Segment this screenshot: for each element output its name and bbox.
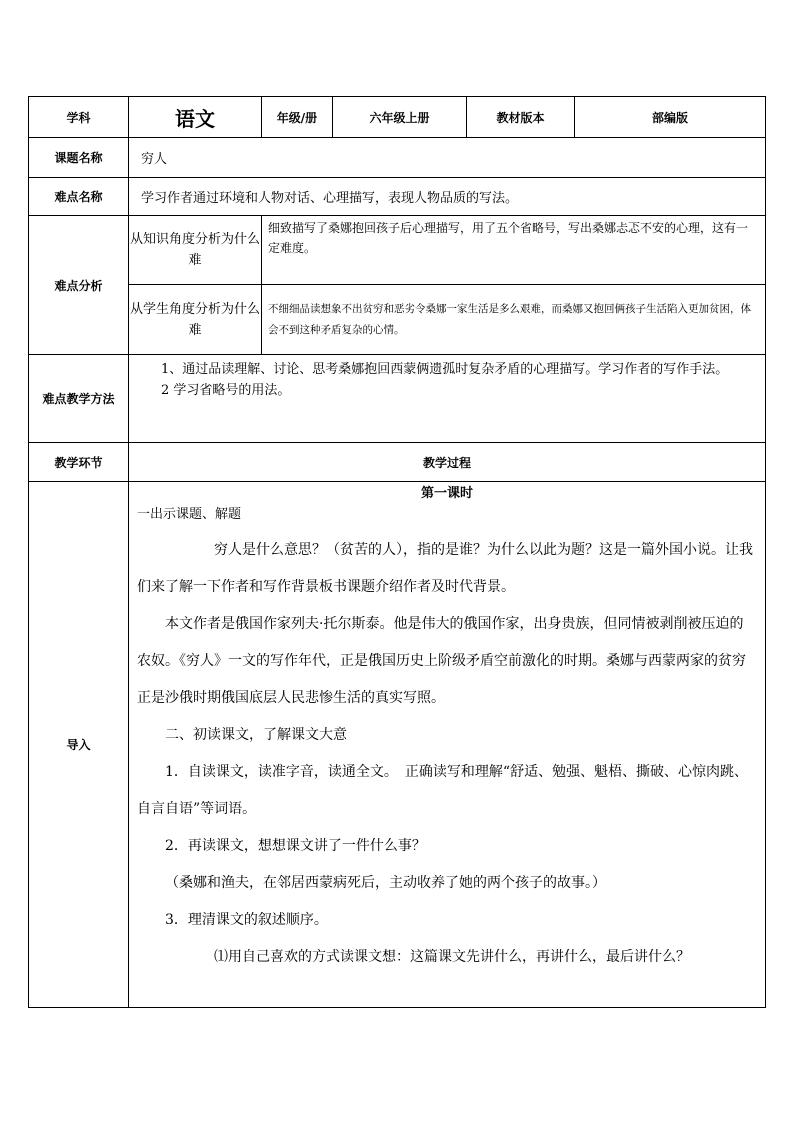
reading-step-3-sub: ⑴用自己喜欢的方式读课文想：这篇课文先讲什么，再讲什么，最后讲什么？ xyxy=(214,949,690,965)
reading-step-2-answer: （桑娜和渔夫，在邻居西蒙病死后，主动收养了她的两个孩子的故事。） xyxy=(165,875,606,891)
analysis-knowledge-row xyxy=(29,216,766,285)
reading-step-1: 1．自读课文，读准字音，读通全文。 正确读写和理解“舒适、勉强、魁梧、撕破、心惊肉跳、自言自语”等词语。 xyxy=(137,764,749,817)
difficulty-value: 学习作者通过环境和人物对话、心理描写，表现人物品质的写法。 xyxy=(129,178,766,216)
process-label: 教学过程 xyxy=(129,443,766,482)
topic-row xyxy=(29,138,766,178)
knowledge-angle-label: 从知识角度分析为什么难 xyxy=(129,216,262,285)
section-2-title: 二、初读课文，了解课文大意 xyxy=(165,727,347,743)
grade-value: 六年级上册 xyxy=(333,97,467,138)
analysis-label: 难点分析 xyxy=(29,216,129,355)
method-line-1: 1、通过品读理解、讨论、思考桑娜抱回西蒙俩遗孤时复杂矛盾的心理描写。学习作者的写作手法。 xyxy=(161,362,729,377)
reading-step-2: 2．再读课文，想想课文讲了一件什么事？ xyxy=(165,838,426,854)
intro-row xyxy=(29,482,766,1008)
method-line-2: 2 学习省略号的用法。 xyxy=(161,383,291,398)
method-content xyxy=(129,355,766,443)
intro-paragraph-2: 本文作者是俄国作家列夫·托尔斯泰。他是伟大的俄国作家，出身贵族，但同情被剥削被压迫的农奴。《穷人》一文的写作年代，正是俄国历史上阶级矛盾空前激化的时期。桑娜与西蒙两家的贫穷正是沙俄时期俄国底层人民悲惨生活的真实写照。 xyxy=(137,616,746,706)
student-angle-text: 不细细品读想象不出贫穷和恶劣令桑娜一家生活是多么艰难，而桑娜又抱回俩孩子生活陷入更加贫困，体会不到这种矛盾复杂的心情。 xyxy=(262,285,766,355)
grade-label: 年级/册 xyxy=(262,97,333,138)
edition-value: 部编版 xyxy=(575,97,766,138)
intro-content xyxy=(129,482,766,1008)
reading-step-3: 3．理清课文的叙述顺序。 xyxy=(165,912,328,928)
process-header-row xyxy=(29,443,766,482)
knowledge-angle-text: 细致描写了桑娜抱回孩子后心理描写，用了五个省略号，写出桑娜忐忑不安的心理，这有一定难度。 xyxy=(262,216,766,285)
subject-value: 语文 xyxy=(129,97,262,138)
student-angle-label: 从学生角度分析为什么难 xyxy=(129,285,262,355)
topic-label: 课题名称 xyxy=(29,138,129,178)
lesson-plan-table xyxy=(28,96,766,1008)
subject-label: 学科 xyxy=(29,97,129,138)
method-row xyxy=(29,355,766,443)
period-title: 第一课时 xyxy=(420,486,473,501)
stage-label: 教学环节 xyxy=(29,443,129,482)
intro-paragraph-1: 穷人是什么意思？（贫苦的人），指的是谁？为什么以此为题？这是一篇外国小说。让我们来了解一下作者和写作背景板书课题介绍作者及时代背景。 xyxy=(137,542,753,595)
header-row xyxy=(29,97,766,138)
topic-value: 穷人 xyxy=(129,138,766,178)
analysis-student-row xyxy=(29,285,766,355)
intro-label: 导入 xyxy=(29,482,129,1008)
difficulty-row xyxy=(29,178,766,216)
method-label: 难点教学方法 xyxy=(29,355,129,443)
difficulty-label: 难点名称 xyxy=(29,178,129,216)
section-1-title: 一出示课题、解题 xyxy=(137,507,242,522)
edition-label: 教材版本 xyxy=(467,97,575,138)
